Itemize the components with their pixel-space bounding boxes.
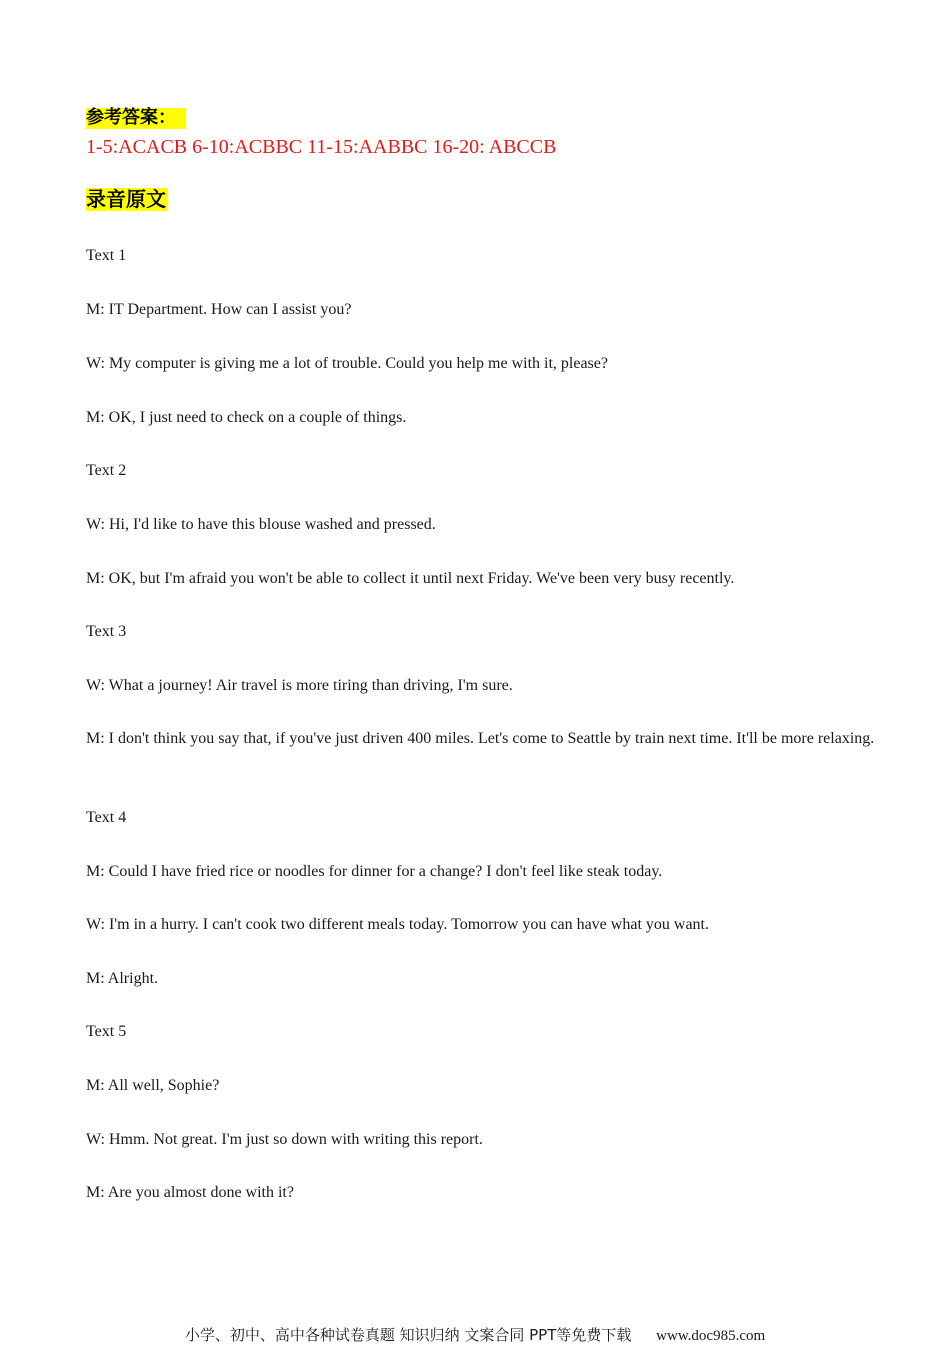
- footer-text: 小学、初中、高中各种试卷真题 知识归纳 文案合同 PPT等免费下载: [184, 1326, 632, 1344]
- section-label-text-5: Text 5: [86, 1023, 127, 1040]
- transcript-heading: 录音原文: [86, 187, 166, 211]
- section-label-text-2: Text 2: [86, 462, 127, 479]
- dialogue-line: M: Are you almost done with it?: [86, 1184, 294, 1201]
- answer-key: 1-5:ACACB 6-10:ACBBC 11-15:AABBC 16-20: ABCCB: [86, 136, 557, 158]
- dialogue-line: M: Alright.: [86, 970, 159, 987]
- section-label-text-1: Text 1: [86, 247, 127, 264]
- answer-key-heading: 参考答案：: [86, 108, 186, 129]
- dialogue-line: M: I don't think you say that, if you've just driven 400 miles. Let's come to Seattle by train next time. It'll be more relaxing.: [86, 730, 875, 747]
- section-label-text-4: Text 4: [86, 809, 127, 826]
- dialogue-line: W: What a journey! Air travel is more tiring than driving, I'm sure.: [86, 677, 513, 694]
- dialogue-line: M: IT Department. How can I assist you?: [86, 301, 352, 318]
- dialogue-line: M: Could I have fried rice or noodles for dinner for a change? I don't feel like steak today.: [86, 863, 663, 880]
- dialogue-line: W: I'm in a hurry. I can't cook two different meals today. Tomorrow you can have what you want.: [86, 916, 709, 933]
- dialogue-line: W: Hmm. Not great. I'm just so down with writing this report.: [86, 1131, 483, 1148]
- page-footer: [0, 1324, 950, 1345]
- footer-url[interactable]: www.doc985.com: [656, 1328, 766, 1344]
- dialogue-line: M: OK, I just need to check on a couple of things.: [86, 409, 407, 426]
- dialogue-line: M: All well, Sophie?: [86, 1077, 220, 1094]
- dialogue-line: M: OK, but I'm afraid you won't be able to collect it until next Friday. We've been very busy recently.: [86, 570, 735, 587]
- section-label-text-3: Text 3: [86, 623, 127, 640]
- dialogue-line: W: My computer is giving me a lot of trouble. Could you help me with it, please?: [86, 355, 608, 372]
- dialogue-line: W: Hi, I'd like to have this blouse washed and pressed.: [86, 516, 436, 533]
